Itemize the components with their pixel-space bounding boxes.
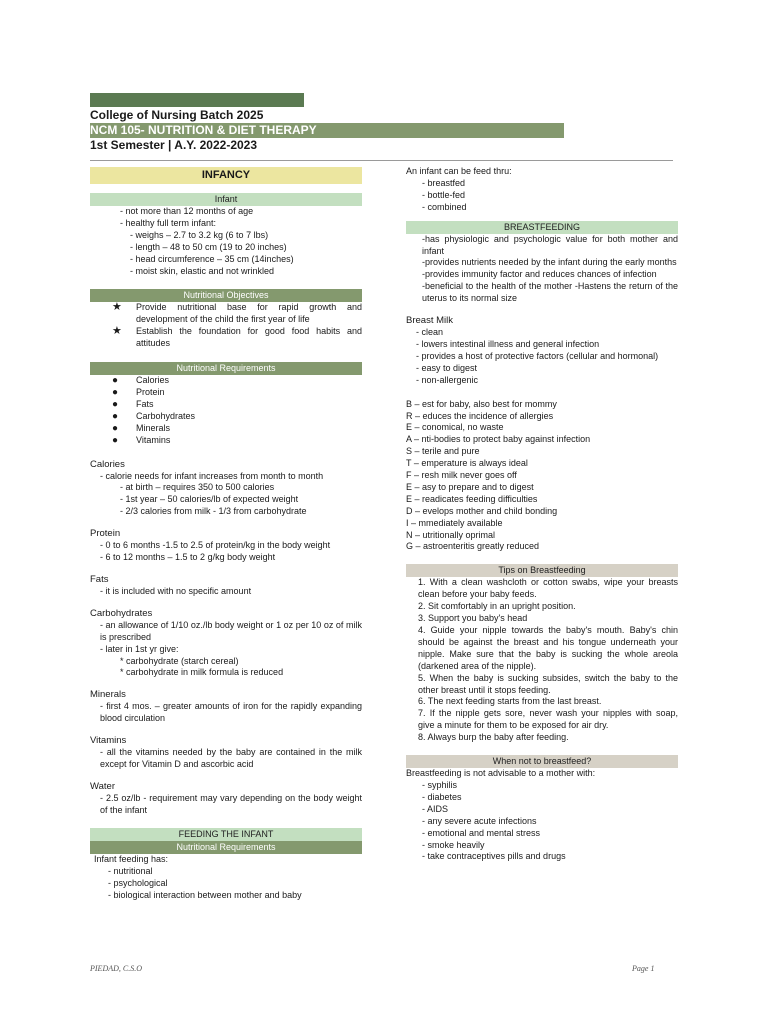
page-number: Page 1 xyxy=(632,964,655,973)
feeding-item: - biological interaction between mother and baby xyxy=(108,889,302,900)
minerals-line: - first 4 mos. – greater amounts of iron for the rapidly expanding blood circulation xyxy=(100,701,362,724)
footer-author: PIEDAD, C.S.O xyxy=(90,964,142,973)
minerals-heading: Minerals xyxy=(90,689,126,701)
left-column xyxy=(90,166,362,901)
requirement-text: Fats xyxy=(136,398,154,409)
acronym-line: R – educes the incidence of allergies xyxy=(406,410,554,421)
round-bullet-icon: ● xyxy=(112,434,119,446)
calories-line: - at birth – requires 350 to 500 calories xyxy=(120,482,275,493)
acronym-line: G – astroenteritis greatly reduced xyxy=(406,541,540,552)
calories-line: - 1st year – 50 calories/lb of expected weight xyxy=(120,494,299,505)
fats-line: - it is included with no specific amount xyxy=(100,585,252,596)
header-college: College of Nursing Batch 2025 xyxy=(90,108,264,122)
objective-text: Provide nutritional base for rapid growth and development of the child the first year of life xyxy=(136,302,362,325)
breast-milk-item: - clean xyxy=(416,327,444,338)
infant-subitem: - weighs – 2.7 to 3.2 kg (6 to 7 lbs) xyxy=(130,229,269,240)
tips-bar: Tips on Breastfeeding xyxy=(406,564,678,577)
breastfeeding-item: -has physiologic and psychologic value for both mother and infant xyxy=(422,233,678,256)
feed-thru-item: - combined xyxy=(422,201,467,212)
header-divider xyxy=(90,160,673,161)
calories-line: - 2/3 calories from milk - 1/3 from carbohydrate xyxy=(120,506,307,517)
requirement-text: Calories xyxy=(136,375,170,386)
when-not-item: - smoke heavily xyxy=(422,839,485,850)
acronym-line: S – terile and pure xyxy=(406,446,480,457)
acronym-line: E – conomical, no waste xyxy=(406,422,504,433)
protein-heading: Protein xyxy=(90,528,121,540)
feed-thru-lead: An infant can be feed thru: xyxy=(406,166,512,176)
fats-heading: Fats xyxy=(90,573,109,585)
requirements-bar: Nutritional Requirements xyxy=(90,362,362,375)
carbs-line: * carbohydrate (starch cereal) xyxy=(120,655,239,666)
protein-line: - 6 to 12 months – 1.5 to 2 g/kg body weight xyxy=(100,552,276,563)
acronym-line: A – nti-bodies to protect baby against infection xyxy=(406,434,591,445)
infant-bar: Infant xyxy=(90,193,362,206)
requirement-item xyxy=(90,375,362,387)
requirement-text: Vitamins xyxy=(136,434,171,445)
requirement-item xyxy=(90,387,362,399)
when-not-bar: When not to breastfeed? xyxy=(406,755,678,768)
feeding-bar: FEEDING THE INFANT xyxy=(90,828,362,841)
objective-item xyxy=(90,302,362,326)
feed-thru-item: - breastfed xyxy=(422,177,466,188)
right-column xyxy=(406,166,678,863)
acronym-line: I – mmediately available xyxy=(406,517,503,528)
carbs-line: - later in 1st yr give: xyxy=(100,643,179,654)
breast-milk-item: - provides a host of protective factors (cellular and hormonal) xyxy=(416,350,659,361)
breastfed-acronym-list xyxy=(406,399,678,554)
water-line: - 2.5 oz/lb - requirement may vary depending on the body weight of the infant xyxy=(100,793,362,815)
breastfeeding-item: -provides nutrients needed by the infant during the early months xyxy=(422,257,677,268)
vitamins-line: - all the vitamins needed by the baby are contained in the milk except for Vitamin D and ascorbic acid xyxy=(100,747,362,770)
breastfeeding-item: -beneficial to the health of the mother -Hastens the return of the uterus to its normal size xyxy=(422,281,678,304)
round-bullet-icon: ● xyxy=(112,398,119,410)
acronym-line: T – emperature is always ideal xyxy=(406,458,528,469)
water-heading: Water xyxy=(90,781,115,792)
when-not-item: - diabetes xyxy=(422,791,462,802)
star-bullet-icon: ★ xyxy=(112,325,122,338)
infant-item: - not more than 12 months of age xyxy=(120,206,254,216)
round-bullet-icon: ● xyxy=(112,386,119,398)
requirement-item xyxy=(90,435,362,447)
feeding-lead: Infant feeding has: xyxy=(94,853,169,864)
when-not-item: - emotional and mental stress xyxy=(422,827,541,838)
tip-item: 7. If the nipple gets sore, never wash your nipples with soap, give a minute for them to be exposed for air dry. xyxy=(418,708,678,731)
tip-item: 8. Always burp the baby after feeding. xyxy=(418,732,569,743)
requirement-text: Protein xyxy=(136,386,165,397)
tip-item: 3. Support you baby's head xyxy=(418,613,528,624)
feeding-item: - psychological xyxy=(108,877,168,888)
feeding-item: - nutritional xyxy=(108,865,153,876)
breast-milk-item: - non-allergenic xyxy=(416,374,479,385)
objective-text: Establish the foundation for good food habits and attitudes xyxy=(136,326,362,349)
when-not-item: - take contraceptives pills and drugs xyxy=(422,851,566,862)
objectives-bar: Nutritional Objectives xyxy=(90,289,362,302)
when-not-item: - any severe acute infections xyxy=(422,815,537,826)
header-course: NCM 105- NUTRITION & DIET THERAPY xyxy=(90,123,564,138)
infant-subitem: - head circumference – 35 cm (14inches) xyxy=(130,253,294,264)
requirement-item xyxy=(90,423,362,435)
carbs-line: - an allowance of 1/10 oz./lb body weight or 1 oz per 10 oz of milk is prescribed xyxy=(100,619,362,642)
vitamins-heading: Vitamins xyxy=(90,735,127,747)
requirement-item xyxy=(90,399,362,411)
requirement-item xyxy=(90,411,362,423)
breastfeeding-item: -provides immunity factor and reduces chances of infection xyxy=(422,269,657,280)
requirement-text: Minerals xyxy=(136,422,171,433)
infant-subitem: - length – 48 to 50 cm (19 to 20 inches) xyxy=(130,241,287,252)
acronym-line: E – asy to prepare and to digest xyxy=(406,481,534,492)
when-not-lead: Breastfeeding is not advisable to a mother with: xyxy=(406,768,596,779)
tip-item: 5. When the baby is sucking subsides, switch the baby to the other breast until it stops feeding. xyxy=(418,672,678,695)
breast-milk-item: - lowers intestinal illness and general infection xyxy=(416,338,600,349)
tip-item: 1. With a clean washcloth or cotton swabs, wipe your breasts clean before your baby feeds. xyxy=(418,577,678,600)
carbs-line: * carbohydrate in milk formula is reduced xyxy=(120,667,284,678)
acronym-line: B – est for baby, also best for mommy xyxy=(406,398,557,409)
tip-item: 4. Guide your nipple towards the baby's mouth. Baby's chin should be against the breast and his tongue underneath your nipple. Make sure that the baby is sucking the whole areola (darkened area of the nipple). xyxy=(418,625,678,671)
section-title-infancy: INFANCY xyxy=(90,167,362,184)
feeding-requirements-bar: Nutritional Requirements xyxy=(90,841,362,854)
objective-item xyxy=(90,326,362,350)
calories-heading: Calories xyxy=(90,458,125,470)
header-accent-bar xyxy=(90,93,304,107)
breastfeeding-bar: BREASTFEEDING xyxy=(406,221,678,234)
acronym-line: E – readicates feeding difficulties xyxy=(406,493,538,504)
infant-subitem: - moist skin, elastic and not wrinkled xyxy=(130,265,275,276)
calories-line: - calorie needs for infant increases from month to month xyxy=(100,470,324,481)
breast-milk-heading: Breast Milk xyxy=(406,315,453,327)
requirement-text: Carbohydrates xyxy=(136,410,196,421)
round-bullet-icon: ● xyxy=(112,422,119,434)
breast-milk-item: - easy to digest xyxy=(416,362,478,373)
tip-item: 2. Sit comfortably in an upright position. xyxy=(418,601,576,612)
star-bullet-icon: ★ xyxy=(112,301,122,314)
infant-item: - healthy full term infant: xyxy=(120,217,217,228)
feed-thru-item: - bottle-fed xyxy=(422,189,466,200)
carbs-heading: Carbohydrates xyxy=(90,607,153,619)
header-semester: 1st Semester | A.Y. 2022-2023 xyxy=(90,138,258,152)
round-bullet-icon: ● xyxy=(112,375,119,387)
round-bullet-icon: ● xyxy=(112,410,119,422)
when-not-item: - AIDS xyxy=(422,803,449,814)
acronym-line: D – evelops mother and child bonding xyxy=(406,505,558,516)
acronym-line: N – utritionally oprimal xyxy=(406,529,496,540)
tip-item: 6. The next feeding starts from the last breast. xyxy=(418,696,602,707)
protein-line: - 0 to 6 months -1.5 to 2.5 of protein/kg in the body weight xyxy=(100,540,331,551)
acronym-line: F – resh milk never goes off xyxy=(406,470,517,481)
when-not-item: - syphilis xyxy=(422,779,458,790)
